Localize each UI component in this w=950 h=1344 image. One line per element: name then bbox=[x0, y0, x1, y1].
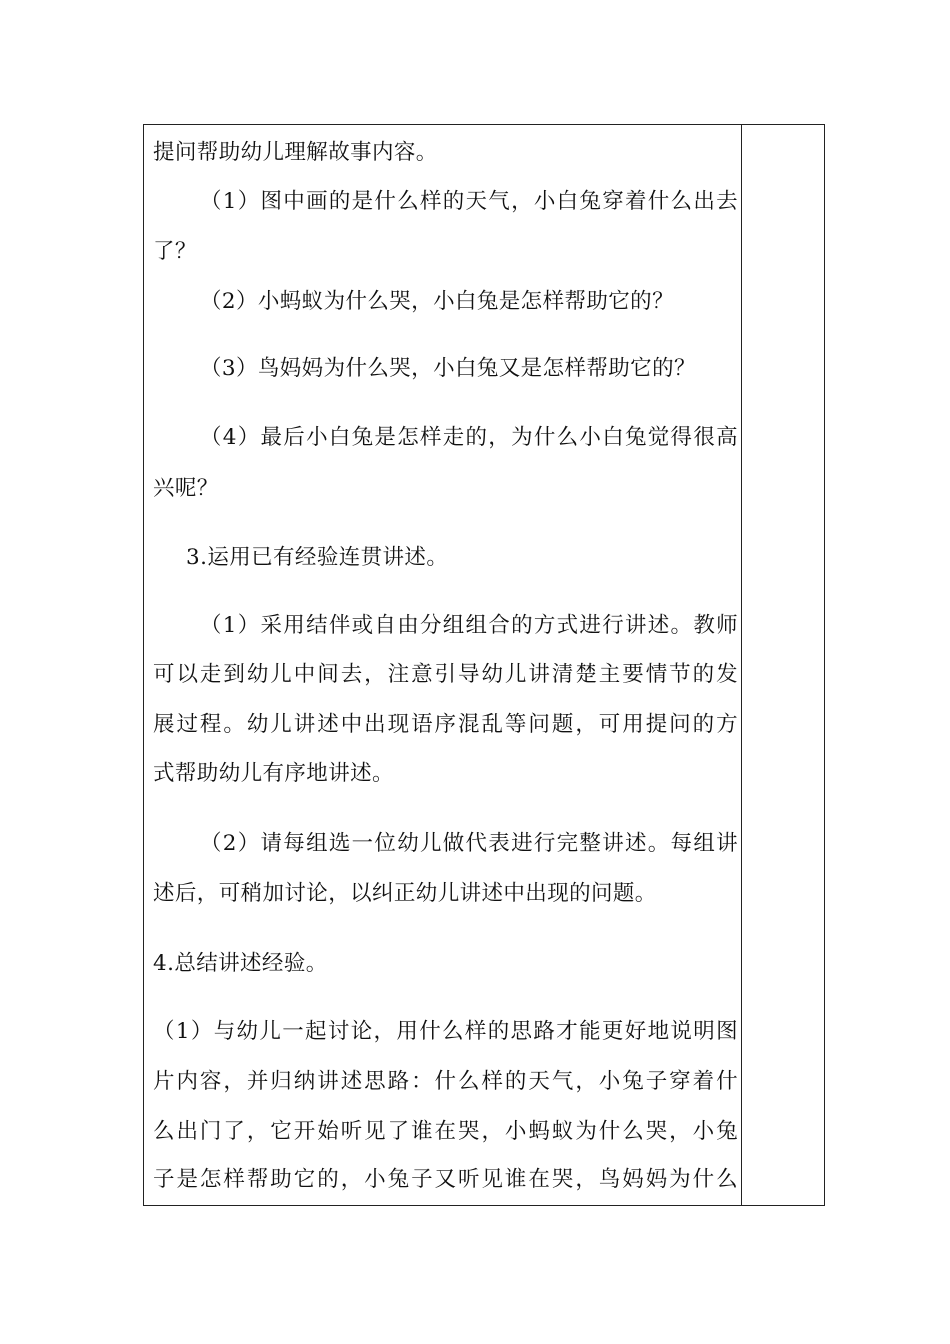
text-line-9: （1）采用结伴或自由分组组合的方式进行讲述。教师 bbox=[200, 613, 738, 638]
text-line-8: 3.运用已有经验连贯讲述。 bbox=[186, 545, 449, 570]
text-line-13: （2）请每组选一位幼儿做代表进行完整讲述。每组讲 bbox=[200, 831, 738, 856]
text-line-15: 4.总结讲述经验。 bbox=[153, 951, 328, 976]
text-line-6: （4）最后小白兔是怎样走的，为什么小白兔觉得很高 bbox=[200, 425, 738, 450]
text-line-17: 片内容，并归纳讲述思路：什么样的天气，小兔子穿着什 bbox=[153, 1069, 738, 1094]
text-line-2: （1）图中画的是什么样的天气，小白兔穿着什么出去 bbox=[200, 189, 738, 214]
content-table bbox=[143, 124, 825, 1206]
text-line-4: （2）小蚂蚁为什么哭，小白兔是怎样帮助它的？ bbox=[200, 289, 674, 314]
text-line-16: （1）与幼儿一起讨论，用什么样的思路才能更好地说明图 bbox=[153, 1019, 738, 1044]
text-line-5: （3）鸟妈妈为什么哭，小白兔又是怎样帮助它的？ bbox=[200, 356, 696, 381]
text-line-1: 提问帮助幼儿理解故事内容。 bbox=[153, 140, 438, 165]
text-line-12: 式帮助幼儿有序地讲述。 bbox=[153, 761, 394, 786]
notes-cell bbox=[742, 125, 824, 1205]
text-line-10: 可以走到幼儿中间去，注意引导幼儿讲清楚主要情节的发 bbox=[153, 662, 738, 687]
text-line-19: 子是怎样帮助它的，小兔子又听见谁在哭，鸟妈妈为什么 bbox=[153, 1167, 738, 1192]
text-line-7: 兴呢？ bbox=[153, 476, 219, 501]
text-line-3: 了？ bbox=[153, 239, 197, 264]
text-line-11: 展过程。幼儿讲述中出现语序混乱等问题，可用提问的方 bbox=[153, 712, 738, 737]
text-line-14: 述后，可稍加讨论，以纠正幼儿讲述中出现的问题。 bbox=[153, 881, 657, 906]
text-line-18: 么出门了，它开始听见了谁在哭，小蚂蚁为什么哭，小兔 bbox=[153, 1119, 738, 1144]
main-content-cell bbox=[144, 125, 741, 1205]
